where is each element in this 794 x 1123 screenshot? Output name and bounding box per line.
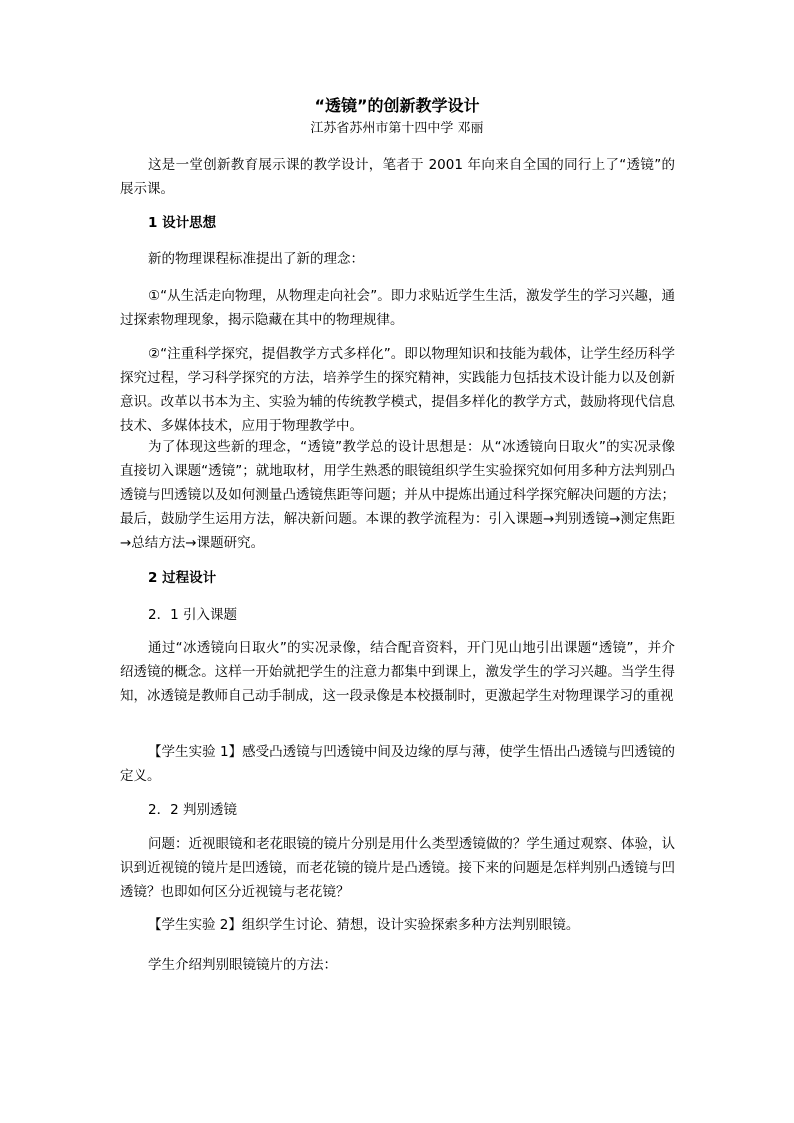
paragraph-design-idea: 为了体现这些新的理念，“透镜”教学总的设计思想是：从“冰透镜向日取火”的实况录像直接切入课题“透镜”；就地取材，用学生熟悉的眼镜组织学生实验探究如何用多种方法判别凸透镜与凹透镜以及如何测量凸透镜焦距等问题；并从中提炼出通过科学探究解决问题的方法；最后，鼓励学生运用方法，解决新问题。本课的教学流程为：引入课题→判别透镜→测定焦距→总结方法→课题研究。 <box>120 439 675 551</box>
paragraph-intro-topic: 通过“冰透镜向日取火”的实况录像，结合配音资料，开门见山地引出课题“透镜”，并介绍透镜的概念。这样一开始就把学生的注意力都集中到课上，激发学生的学习兴趣。当学生得知，冰透镜是教师自己动手制成，这一段录像是本校摄制时，更激起学生对物理课学习的重视 <box>120 640 675 704</box>
paragraph-concept-2: ②“注重科学探究，提倡教学方式多样化”。即以物理知识和技能为载体，让学生经历科学探究过程，学习科学探究的方法，培养学生的探究精神，实践能力包括技术设计能力以及创新意识。改革以书本为主、实验为辅的传统教学模式，提倡多样化的教学方式，鼓励将现代信息技术、多媒体技术，应用于物理教学中。 <box>120 346 675 434</box>
subsection-heading-2-2: 2．2 判别透镜 <box>148 802 237 818</box>
section-heading-2: 2 过程设计 <box>148 570 217 586</box>
page-title: “透镜”的创新教学设计 <box>314 96 480 115</box>
paragraph-student-experiment-1: 【学生实验 1】感受凸透镜与凹透镜中间及边缘的厚与薄，使学生悟出凸透镜与凹透镜的定义。 <box>120 744 675 784</box>
paragraph-question: 问题：近视眼镜和老花眼镜的镜片分别是用什么类型透镜做的？学生通过观察、体验，认识到近视镜的镜片是凹透镜，而老花镜的镜片是凸透镜。接下来的问题是怎样判别凸透镜与凹透镜？也即如何区分近视镜与老花镜？ <box>120 836 675 900</box>
paragraph-intro: 这是一堂创新教育展示课的教学设计，笔者于 2001 年向来自全国的同行上了“透镜”的展示课。 <box>120 157 675 197</box>
paragraph-concept-lead: 新的物理课程标准提出了新的理念： <box>148 251 364 267</box>
paragraph-student-experiment-2: 【学生实验 2】组织学生讨论、猜想，设计实验探索多种方法判别眼镜。 <box>148 917 580 933</box>
subsection-heading-2-1: 2．1 引入课题 <box>148 607 237 623</box>
author-line: 江苏省苏州市第十四中学 邓丽 <box>310 121 484 136</box>
paragraph-methods: 学生介绍判别眼镜镜片的方法： <box>148 957 337 973</box>
paragraph-concept-1: ①“从生活走向物理，从物理走向社会”。即力求贴近学生生活，激发学生的学习兴趣，通过探索物理现象，揭示隐藏在其中的物理规律。 <box>120 288 675 328</box>
section-heading-1: 1 设计思想 <box>148 215 217 231</box>
